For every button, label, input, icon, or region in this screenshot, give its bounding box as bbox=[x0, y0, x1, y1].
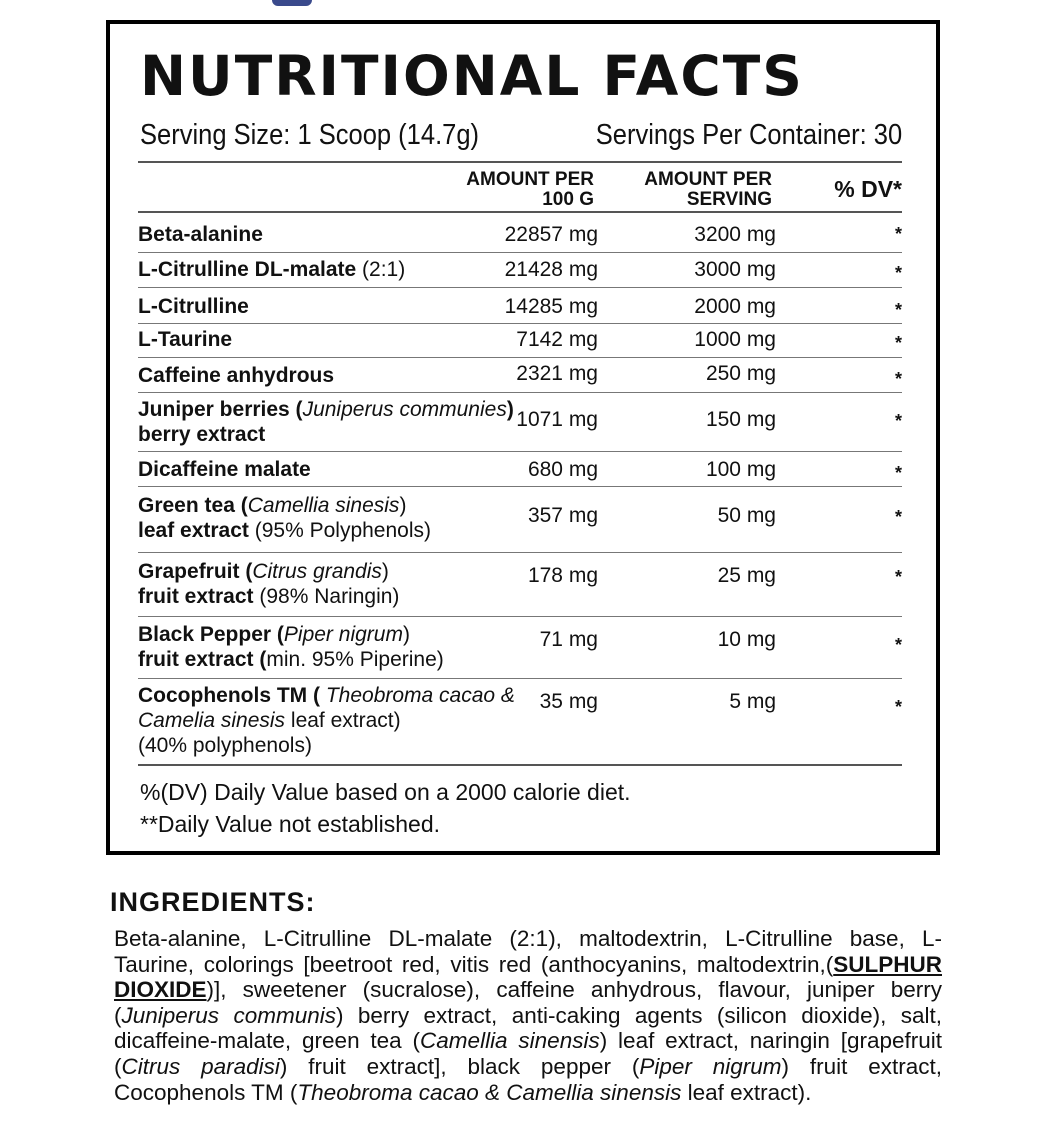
divider bbox=[138, 323, 902, 324]
nutrition-facts-panel bbox=[106, 20, 940, 855]
row-name bbox=[138, 457, 518, 482]
row-per-100g: 14285 mg bbox=[504, 295, 598, 318]
row-per-100g: 357 mg bbox=[527, 504, 598, 527]
ingredients-segment: leaf extract). bbox=[681, 1079, 812, 1105]
row-per-100g: 1071 mg bbox=[516, 408, 598, 431]
row-name-paren: ) bbox=[381, 560, 389, 583]
footnote-not-established: **Daily Value not established. bbox=[140, 811, 441, 837]
ingredients-segment: ) fruit extract, Cocophenols TM ( bbox=[114, 1053, 942, 1105]
row-name-text: fruit extract ( bbox=[138, 648, 267, 671]
row-name-text: Cocophenols TM ( bbox=[138, 684, 326, 707]
divider bbox=[138, 616, 902, 617]
row-dv: * bbox=[894, 463, 902, 483]
row-name-text: Dicaffeine malate bbox=[138, 458, 311, 481]
row-name-latin: Juniperus communies bbox=[302, 398, 507, 421]
row-per-serving: 10 mg bbox=[717, 628, 776, 651]
row-per-100g: 71 mg bbox=[539, 628, 598, 651]
row-name-text: Green tea ( bbox=[138, 494, 248, 517]
divider bbox=[138, 357, 902, 358]
row-name-detail: leaf extract) bbox=[285, 709, 401, 732]
allergen-highlight: SULPHUR DIOXIDE bbox=[114, 951, 942, 1003]
row-dv: * bbox=[894, 411, 902, 431]
divider bbox=[138, 392, 902, 393]
row-name bbox=[138, 363, 518, 388]
row-per-100g: 21428 mg bbox=[504, 258, 598, 281]
servings-per-container: Servings Per Container: 30 bbox=[595, 119, 902, 151]
ingredients-segment: ) berry extract, anti-caking agents (silicon dioxide), salt, dicaffeine-malate, green tea ( bbox=[114, 1002, 942, 1054]
row-per-serving: 100 mg bbox=[705, 458, 776, 481]
ingredients-latin: Citrus paradisi bbox=[121, 1053, 280, 1079]
col-per-serving-header bbox=[644, 170, 772, 210]
serving-size: Serving Size: 1 Scoop (14.7g) bbox=[140, 119, 480, 151]
row-per-serving: 2000 mg bbox=[694, 295, 776, 318]
ingredients-segment: Beta-alanine, L-Citrulline DL-malate (2:1), maltodextrin, L-Citrulline base, L-Taurine, colorings [beetroot red, vitis red (anthocyanins, maltodextrin,( bbox=[114, 926, 942, 977]
row-per-serving: 5 mg bbox=[729, 690, 776, 713]
row-per-100g: 680 mg bbox=[527, 458, 598, 481]
row-per-100g: 22857 mg bbox=[504, 223, 598, 246]
row-dv: * bbox=[894, 224, 902, 244]
row-name-text: L-Taurine bbox=[138, 328, 233, 351]
ingredients-latin: Theobroma cacao & Camellia sinensis bbox=[297, 1079, 682, 1105]
row-name-text: L-Citrulline bbox=[138, 295, 249, 318]
ingredients-latin: Camellia sinensis bbox=[420, 1028, 600, 1054]
row-name-text: Juniper berries ( bbox=[138, 398, 303, 421]
row-name-latin: Piper nigrum bbox=[283, 623, 403, 646]
row-name-text: L-Citrulline DL-malate bbox=[138, 258, 357, 281]
row-name-detail: (95% Polyphenols) bbox=[248, 519, 432, 542]
divider bbox=[138, 764, 902, 766]
divider bbox=[138, 451, 902, 452]
row-name-latin: Citrus grandis bbox=[252, 560, 382, 583]
row-dv: * bbox=[894, 300, 902, 320]
row-name bbox=[138, 493, 518, 543]
row-name bbox=[138, 222, 518, 247]
row-name-latin: Camellia sinesis bbox=[247, 494, 400, 517]
row-per-serving: 1000 mg bbox=[694, 328, 776, 351]
ingredients-latin: Piper nigrum bbox=[639, 1053, 782, 1079]
row-name bbox=[138, 257, 518, 282]
row-name bbox=[138, 559, 518, 609]
ingredients-segment: ) fruit extract], black pepper ( bbox=[279, 1053, 640, 1079]
row-per-serving: 3000 mg bbox=[694, 258, 776, 281]
divider bbox=[138, 486, 902, 487]
col-per-serving-header-line1: AMOUNT PER bbox=[644, 169, 772, 190]
divider bbox=[138, 161, 902, 163]
row-per-serving: 150 mg bbox=[705, 408, 776, 431]
row-name-text: Caffeine anhydrous bbox=[138, 364, 335, 387]
divider bbox=[138, 252, 902, 253]
row-name-text: leaf extract bbox=[138, 519, 249, 542]
row-name-latin: Theobroma cacao & Camelia sinesis bbox=[138, 684, 515, 732]
row-per-100g: 178 mg bbox=[527, 564, 598, 587]
col-dv-header: % DV* bbox=[834, 176, 902, 202]
row-dv: * bbox=[894, 263, 902, 283]
row-name bbox=[138, 397, 518, 447]
row-name-detail: (98% Naringin) bbox=[253, 585, 400, 608]
ingredients-latin: Juniperus communis bbox=[121, 1002, 336, 1028]
panel-title: NUTRITIONAL FACTS bbox=[140, 44, 804, 108]
row-name-text: Beta-alanine bbox=[138, 223, 263, 246]
col-per-100g-header bbox=[466, 170, 594, 210]
row-name-text: ) berry extract bbox=[138, 398, 514, 446]
row-name-text: Grapefruit ( bbox=[138, 560, 253, 583]
divider bbox=[138, 287, 902, 288]
row-name bbox=[138, 683, 538, 758]
ingredients-segment: )], sweetener (sucralose), caffeine anhydrous, flavour, juniper berry ( bbox=[114, 977, 942, 1028]
col-per-100g-header-line1: AMOUNT PER bbox=[466, 169, 594, 190]
row-per-serving: 250 mg bbox=[705, 362, 776, 385]
row-dv: * bbox=[894, 635, 902, 655]
row-per-serving: 25 mg bbox=[717, 564, 776, 587]
ingredients-text bbox=[114, 926, 942, 1105]
row-per-100g: 35 mg bbox=[539, 690, 598, 713]
divider bbox=[138, 678, 902, 679]
ingredients-segment: ) leaf extract, naringin [grapefruit ( bbox=[114, 1028, 942, 1079]
row-per-serving: 50 mg bbox=[717, 504, 776, 527]
divider bbox=[138, 211, 902, 213]
row-name-suffix: (2:1) bbox=[356, 258, 406, 281]
col-per-serving-header-line2: SERVING bbox=[686, 189, 772, 210]
row-dv: * bbox=[894, 333, 902, 353]
row-per-100g: 7142 mg bbox=[516, 328, 598, 351]
footnote-dv: %(DV) Daily Value based on a 2000 calorie diet. bbox=[140, 779, 631, 805]
row-name-paren: ) bbox=[402, 623, 410, 646]
row-name bbox=[138, 327, 518, 352]
row-dv: * bbox=[894, 369, 902, 389]
row-dv: * bbox=[894, 507, 902, 527]
row-name-text: fruit extract bbox=[138, 585, 254, 608]
col-per-100g-header-line2: 100 G bbox=[542, 189, 594, 210]
ingredients-title: INGREDIENTS: bbox=[110, 887, 316, 917]
row-name-detail: (40% polyphenols) bbox=[138, 734, 312, 757]
divider bbox=[138, 552, 902, 553]
row-name bbox=[138, 294, 518, 319]
row-dv: * bbox=[894, 697, 902, 717]
row-per-100g: 2321 mg bbox=[516, 362, 598, 385]
top-decoration bbox=[272, 0, 312, 6]
row-dv: * bbox=[894, 567, 902, 587]
row-name-paren: ) bbox=[399, 494, 407, 517]
row-name-text: Black Pepper ( bbox=[138, 623, 284, 646]
row-per-serving: 3200 mg bbox=[694, 223, 776, 246]
row-name bbox=[138, 622, 518, 672]
row-name-detail: min. 95% Piperine) bbox=[266, 648, 444, 671]
